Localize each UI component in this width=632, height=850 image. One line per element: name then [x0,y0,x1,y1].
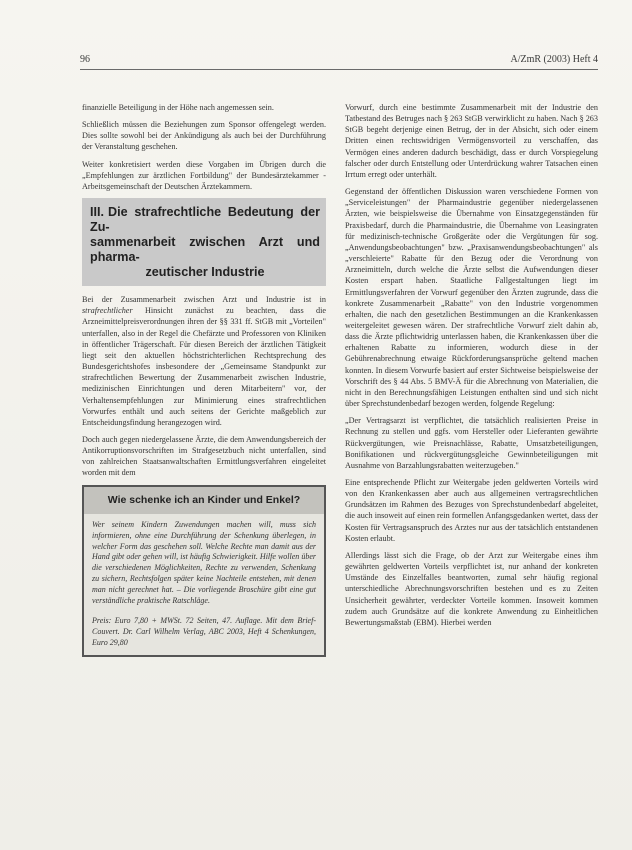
paragraph: Doch auch gegen niedergelassene Ärzte, die dem Anwendungsbereich der Antikorruptionsvorschriften im Strafgesetzbuch nicht unterfallen, sind von zahlreichen Staatsanwaltschaften Ermittlungsverfahren eingeleitet worden mit dem [82,434,326,478]
paragraph-text: Bei der Zusammenarbeit zwischen Arzt und Industrie ist in [82,295,326,305]
header-rule [80,69,598,70]
left-column [82,102,326,657]
quotation-paragraph: „Der Vertragsarzt ist verpflichtet, die tatsächlich realisierten Preise in Rechnung zu stellen und ggfs. vom Hersteller oder Lieferanten gewährte Rückvergütungen, wie Preisnachlässe, Rabatte, Umsatzbeteiligungen, Bonifikationen und rückvergütungsgleiche Gewinnbeteiligungen mit Ausnahme von Barzahlungsrabatten weiterzugeben." [345,416,598,470]
advertisement-title: Wie schenke ich an Kinder und Enkel? [84,487,324,514]
right-column [345,102,598,634]
paragraph [82,294,326,428]
section-heading [82,198,326,286]
section-title-line-3: zeutischer Industrie [145,265,265,280]
paragraph: Schließlich müssen die Beziehungen zum Sponsor offengelegt werden. Dies sollte sowohl bei der Ankündigung als auch bei der Durchführung der Veranstaltung geschehen. [82,120,326,152]
advertisement-box [82,485,326,657]
section-number: III. [90,205,104,220]
page-number: 96 [80,54,90,65]
paragraph: Eine entsprechende Pflicht zur Weitergabe jeden geldwerten Vorteils wird von den Krankenkassen aber auch aus allgemeinen vertragsrechtlichen Grundsätzen im Rahmen des Bezuges von Sprechstundenbedarf abgeleitet, die auch insoweit auf einen rein formellen Anfangsgedanken wertet, dass der Kosten für Vertragsanspruch des Arztes nur aus der tatsächlich entstandenen Kosten erlaubt. [345,478,598,543]
advertisement-body [84,514,324,607]
journal-reference: A/ZmR (2003) Heft 4 [510,54,598,65]
paragraph: finanzielle Beteiligung in der Höhe nach angemessen sein. [82,103,274,112]
paragraph: Gegenstand der öffentlichen Diskussion waren verschiedene Formen von „Serviceleistungen" der Pharmaindustrie gegenüber niedergelassenen Ärzten, wie beispielsweise die Übernahme von Einsatzgegenständen für Praxisbedarf, durch die Pharmaindustrie, die Übernahme von Leasingraten für medizinisch-technische Großgeräte oder die Vergütungen für sog. „Anwendungsbeobachtungen" bzw. „Praxisanwendungsbeobachtungen" als „verschleierte" Rabatte für den Bezug oder die Verordnung von Arzneimitteln, durch welche die Ärzte selbst die Aufwendungen dieser Kosten erspart haben. Staatliche Fallgestaltungen liegt im Ermittlungsverfahren der Vorwurf gegenüber den Ärzten zugrunde, dass die konkrete Zusammenarbeit „Rabatte" von den Industrie vorgenommen erhalten, die nach den gesetzlichen Bestimmungen an die Krankenkassen weitergeleitet gewesen wären. Der strafrechtliche Vorwurf zielt dahin ab, dass die Ärzte pflichtwidrig unterlassen haben, die Krankenkassen über die erhaltenen Rabatte zu informieren, wodurch diese in der Gebührenabrechnung etwaige Rückforderungsansprüche geltend machen konnten. In diesem Vorwurfe basiert auf erster Sichtweise beispielsweise der Vorschrift des § 44 Abs. 5 BMV-Ä für die Abrechnung von Materialien, die nicht in den Berechnungsfähigen Leistungen enthalten sind und sich nicht über Sprechstundenbedarf bezogen werden, folgende Regelung: [345,187,598,409]
paragraph-text: Hinsicht zunächst zu beachten, dass die Arzneimittelpreisverordnungen ihren der §§ 331 ff. StGB mit „Vorteilen" unterfallen, also in der Regel die Chefärzte und Professoren von Kliniken in öffentlicher Trägerschaft. Für diesen Bereich der ärztlichen Tätigkeit liegt seit den aktuellen höchstrichterlichen Rechtsprechung des Bundesgerichtshofes insbesondere der „Gemeinsame Standpunkt zur strafrechtlichen Bewertung der Zusammenarbeit zwischen Industrie, medizinischen Einrichtungen und deren Mitarbeitern" vor, der Verhaltensempfehlungen zur Minimierung eines strafrechtlichen Vorwurfes enthält und auch seitens der Gerichte maßgeblich zur Entscheidungsfindung herangezogen wird. [82,306,326,427]
emphasis-text: strafrechtlicher [82,306,133,316]
section-title-line-2: sammenarbeit zwischen Arzt und pharma- [90,235,320,265]
section-title-line-1: Die strafrechtliche Bedeutung der Zu- [90,205,320,235]
paragraph: Allerdings lässt sich die Frage, ob der Arzt zur Weitergabe eines ihm gewährten geldwerten Vorteils verpflichtet ist, nur anhand der konkreten Umstände des Einzelfalles beantworten, zumal sehr häufig regional unterschiedliche Abrechnungsvorschriften bestehen und es zu Zeiten Unsicherheit gewährter, verdeckter Vorteile kommen. Insoweit kommen zudem auch Grundsätze auf die konkrete Anwendung zu Einheitlichen Bewertungsmaßstab (EBM). Hierbei werden [345,550,598,627]
advertisement-price-info: Preis: Euro 7,80 + MWSt. 72 Seiten, 47. Auflage. Mit dem Brief-Couvert. Dr. Carl Wilhelm Verlag, ABC 2003, Heft 4 Schenkungen, Euro 29,80 [92,616,316,647]
paragraph: Vorwurf, durch eine bestimmte Zusammenarbeit mit der Industrie den Tatbestand des Betruges nach § 263 StGB verwirklicht zu haben. Nach § 263 StGB begeht derjenige einen Betrug, der in der Absicht, sich oder einem Dritten einen rechtswidrigen Vermögensvorteil zu verschaffen, das Vermögen eines anderen dadurch beschädigt, dass er durch Vorspiegelung falscher oder durch Entstellung oder Unterdrückung wahrer Tatsachen einen Irrtum erregt oder unterhält. [345,103,598,179]
paragraph: Weiter konkretisiert werden diese Vorgaben im Übrigen durch die „Empfehlungen zur ärztlichen Fortbildung" der Bundesärztekammer - Arbeitsgemeinschaft der Deutschen Ärztekammern. [82,159,326,191]
advertisement-text: Wer seinem Kindern Zuwendungen machen will, muss sich informieren, ohne eine Durchführung der Schenkung überlegen, in welcher Form das geschehen soll. Welche Rechte man damit aus der Hand gibt oder gehen will, ist häufig Schwierigkeit. Hilfe wollen über die verschiedenen Möglichkeiten, Rechte zu verwenden, Schenkung zu sichern, Rechtsfolgen später keine Nachteile entstehen, mit denen man nicht gerechnet hat. – Die vorliegende Broschüre gibt eine gut verständliche praktische Ratschläge. [92,519,316,606]
